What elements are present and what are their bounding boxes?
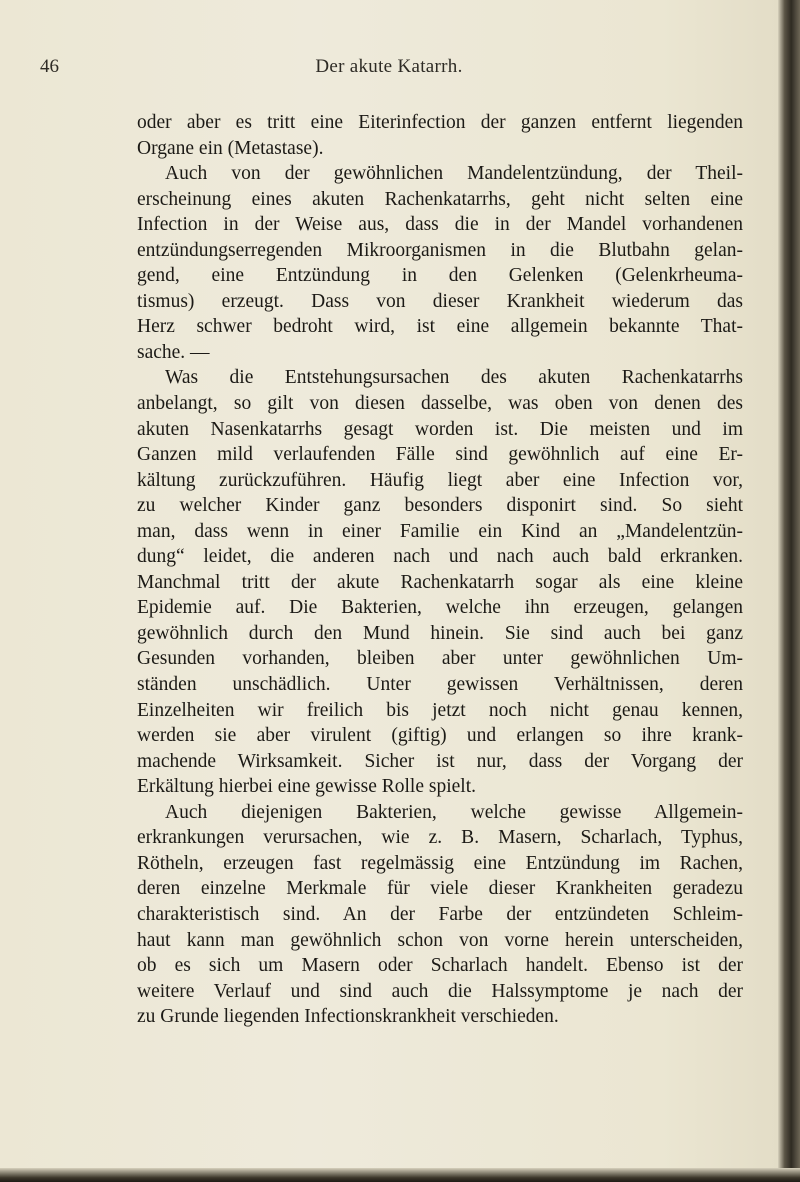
text-line: Manchmal tritt der akute Rachenkatarrh sogar als eine kleine (137, 571, 743, 593)
text-line: man, dass wenn in einer Familie ein Kind an „Mandelentzün- (137, 520, 743, 542)
text-line: gend, eine Entzündung in den Gelenken (Gelenkrheuma- (137, 265, 743, 287)
text-line: ob es sich um Masern oder Scharlach handelt. Ebenso ist der (137, 955, 743, 977)
text-line: Ganzen mild verlaufenden Fälle sind gewöhnlich auf eine Er- (137, 444, 743, 466)
page-bottom-edge (0, 1168, 800, 1182)
text-line: zu Grunde liegenden Infectionskrankheit verschieden. (137, 1006, 559, 1028)
text-line: oder aber es tritt eine Eiterinfection der ganzen entfernt liegenden (137, 112, 743, 133)
text-line: Auch von der gewöhnlichen Mandelentzündung, der Theil- (165, 163, 743, 185)
text-line: dung“ leidet, die anderen nach und nach auch bald erkranken. (137, 546, 743, 568)
text-line: Epidemie auf. Die Bakterien, welche ihn erzeugen, gelangen (137, 597, 743, 619)
text-line: Einzelheiten wir freilich bis jetzt noch nicht genau kennen, (137, 699, 743, 721)
text-line: akuten Nasenkatarrhs gesagt worden ist. Die meisten und im (137, 418, 743, 440)
text-line: Organe ein (Metastase). (137, 137, 324, 159)
text-line: Infection in der Weise aus, dass die in der Mandel vorhandenen (137, 214, 743, 236)
text-line: Gesunden vorhanden, bleiben aber unter gewöhnlichen Um- (137, 648, 743, 670)
text-line: zu welcher Kinder ganz besonders disponirt sind. So sieht (137, 495, 743, 517)
text-line: deren einzelne Merkmale für viele dieser Krankheiten geradezu (137, 878, 743, 900)
text-line: werden sie aber virulent (giftig) und erlangen so ihre krank- (137, 725, 743, 747)
text-line: haut kann man gewöhnlich schon von vorne herein unterscheiden, (137, 929, 743, 951)
text-line: erkrankungen verursachen, wie z. B. Masern, Scharlach, Typhus, (137, 827, 743, 849)
text-line: entzündungserregenden Mikroorganismen in die Blutbahn gelan- (137, 239, 743, 261)
text-line: machende Wirksamkeit. Sicher ist nur, dass der Vorgang der (137, 750, 743, 772)
text-line: Auch diejenigen Bakterien, welche gewisse Allgemein- (165, 801, 743, 823)
text-line: Was die Entstehungsursachen des akuten Rachenkatarrhs (165, 367, 743, 389)
text-line: Rötheln, erzeugen fast regelmässig eine Entzündung im Rachen, (137, 852, 743, 874)
body-text (137, 110, 743, 1030)
text-line: weitere Verlauf und sind auch die Halssymptome je nach der (137, 980, 743, 1002)
text-line: charakteristisch sind. An der Farbe der entzündeten Schleim- (137, 903, 743, 925)
text-line: erscheinung eines akuten Rachenkatarrhs, geht nicht selten eine (137, 188, 743, 210)
text-line: sache. — (137, 341, 210, 363)
text-line: ständen unschädlich. Unter gewissen Verhältnissen, deren (137, 674, 743, 696)
text-line: tismus) erzeugt. Dass von dieser Krankheit wiederum das (137, 290, 743, 312)
page-number: 46 (40, 56, 59, 77)
text-line: Erkältung hierbei eine gewisse Rolle spielt. (137, 776, 476, 798)
text-line: kältung zurückzuführen. Häufig liegt aber eine Infection vor, (137, 469, 743, 491)
running-title: Der akute Katarrh. (315, 56, 463, 77)
page-header (0, 56, 778, 86)
text-line: anbelangt, so gilt von diesen dasselbe, was oben von denen des (137, 393, 743, 415)
text-line: gewöhnlich durch den Mund hinein. Sie sind auch bei ganz (137, 622, 743, 644)
book-spine-edge (778, 0, 800, 1182)
text-line: Herz schwer bedroht wird, ist eine allgemein bekannte That- (137, 316, 743, 338)
